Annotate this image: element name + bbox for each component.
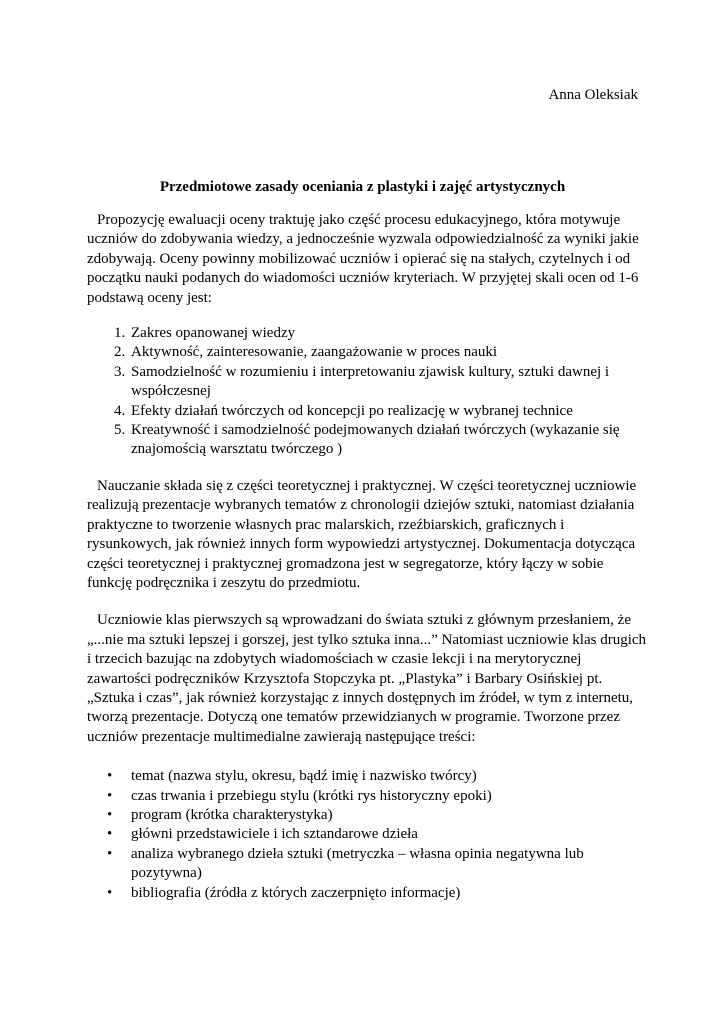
- bullet-icon: •: [107, 787, 113, 804]
- criteria-item: 3. Samodzielność w rozumieniu i interpretowaniu zjawisk kultury, sztuki dawnej i współczesnej: [129, 363, 647, 402]
- list-item-text: główni przedstawiciele i ich sztandarowe dzieła: [131, 826, 418, 843]
- bullet-icon: •: [107, 826, 113, 843]
- list-item-text: temat (nazwa stylu, okresu, bądź imię i nazwisko twórcy): [131, 768, 477, 785]
- list-item: [107, 806, 647, 825]
- document-title: Przedmiotowe zasady oceniania z plastyki i zajęć artystycznych: [159, 179, 566, 195]
- list-item-text: analiza wybranego dzieła sztuki (metryczka – własna opinia negatywna lub pozytywna): [131, 845, 584, 882]
- criteria-item: 4. Efekty działań twórczych od koncepcji po realizację w wybranej technice: [129, 402, 647, 421]
- criteria-item: 1. Zakres opanowanej wiedzy: [129, 324, 647, 343]
- list-item: [107, 825, 647, 844]
- teaching-paragraph: Nauczanie składa się z części teoretycznej i praktycznej. W części teoretycznej uczniowie realizują prezentacje wybranych tematów z chronologii dziejów sztuki, natomiast działania praktyczne to tworzenie własnych prac malarskich, rzeźbiarskich, graficznych i rysunkowych, jak również innych form wypowiedzi artystycznej. Dokumentacja dotycząca części teoretycznej i praktycznej gromadzona jest w segregatorze, który łączy w sobie funkcję podręcznika i zeszytu do przedmiotu.: [87, 477, 637, 591]
- author-name: Anna Oleksiak: [548, 87, 638, 103]
- list-item-text: czas trwania i przebiegu stylu (krótki rys historyczny epoki): [131, 787, 492, 804]
- bullet-icon: •: [107, 806, 113, 823]
- presentation-contents-list: [87, 767, 647, 903]
- list-item-text: program (krótka charakterystyka): [131, 806, 333, 823]
- bullet-icon: •: [107, 845, 113, 862]
- list-item: [107, 787, 647, 806]
- criteria-list: [87, 324, 647, 460]
- list-item: [107, 845, 647, 884]
- list-item-text: bibliografia (źródła z których zaczerpnięto informacje): [131, 884, 461, 901]
- intro-paragraph: Propozycję ewaluacji oceny traktuję jako część procesu edukacyjnego, która motywuje uczniów do zdobywania wiedzy, a jednocześnie wyzwala odpowiedzialność za wyniki jakie zdobywają. Oceny powinny mobilizować uczniów i opierać się na stałych, czytelnych i od początku nauki podanych do wiadomości uczniów kryteriach. W przyjętej skali ocen od 1-6 podstawą oceny jest:: [87, 212, 639, 306]
- criteria-item: 5. Kreatywność i samodzielność podejmowanych działań twórczych (wykazanie się znajomością warsztatu twórczego ): [129, 421, 647, 460]
- students-paragraph: Uczniowie klas pierwszych są wprowadzani do świata sztuki z głównym przesłaniem, że „...nie ma sztuki lepszej i gorszej, jest tylko sztuka inna...” Natomiast uczniowie klas drugich i trzecich bazując na zdobytych wiadomościach w czasie lekcji i na merytorycznej zawartości podręczników Krzysztofa Stopczyka pt. „Plastyka” i Barbary Osińskiej pt. „Sztuka i czas”, jak również korzystając z innych dostępnych im źródeł, w tym z internetu, tworzą prezentacje. Dotyczą one tematów przewidzianych w programie. Tworzone przez uczniów prezentacje multimedialne zawierają następujące treści:: [87, 612, 647, 745]
- list-item: [107, 767, 647, 786]
- list-item: [107, 884, 647, 903]
- document-body: [87, 211, 647, 903]
- bullet-icon: •: [107, 884, 113, 901]
- bullet-icon: •: [107, 768, 113, 785]
- criteria-item: 2. Aktywność, zainteresowanie, zaangażowanie w proces nauki: [129, 343, 647, 362]
